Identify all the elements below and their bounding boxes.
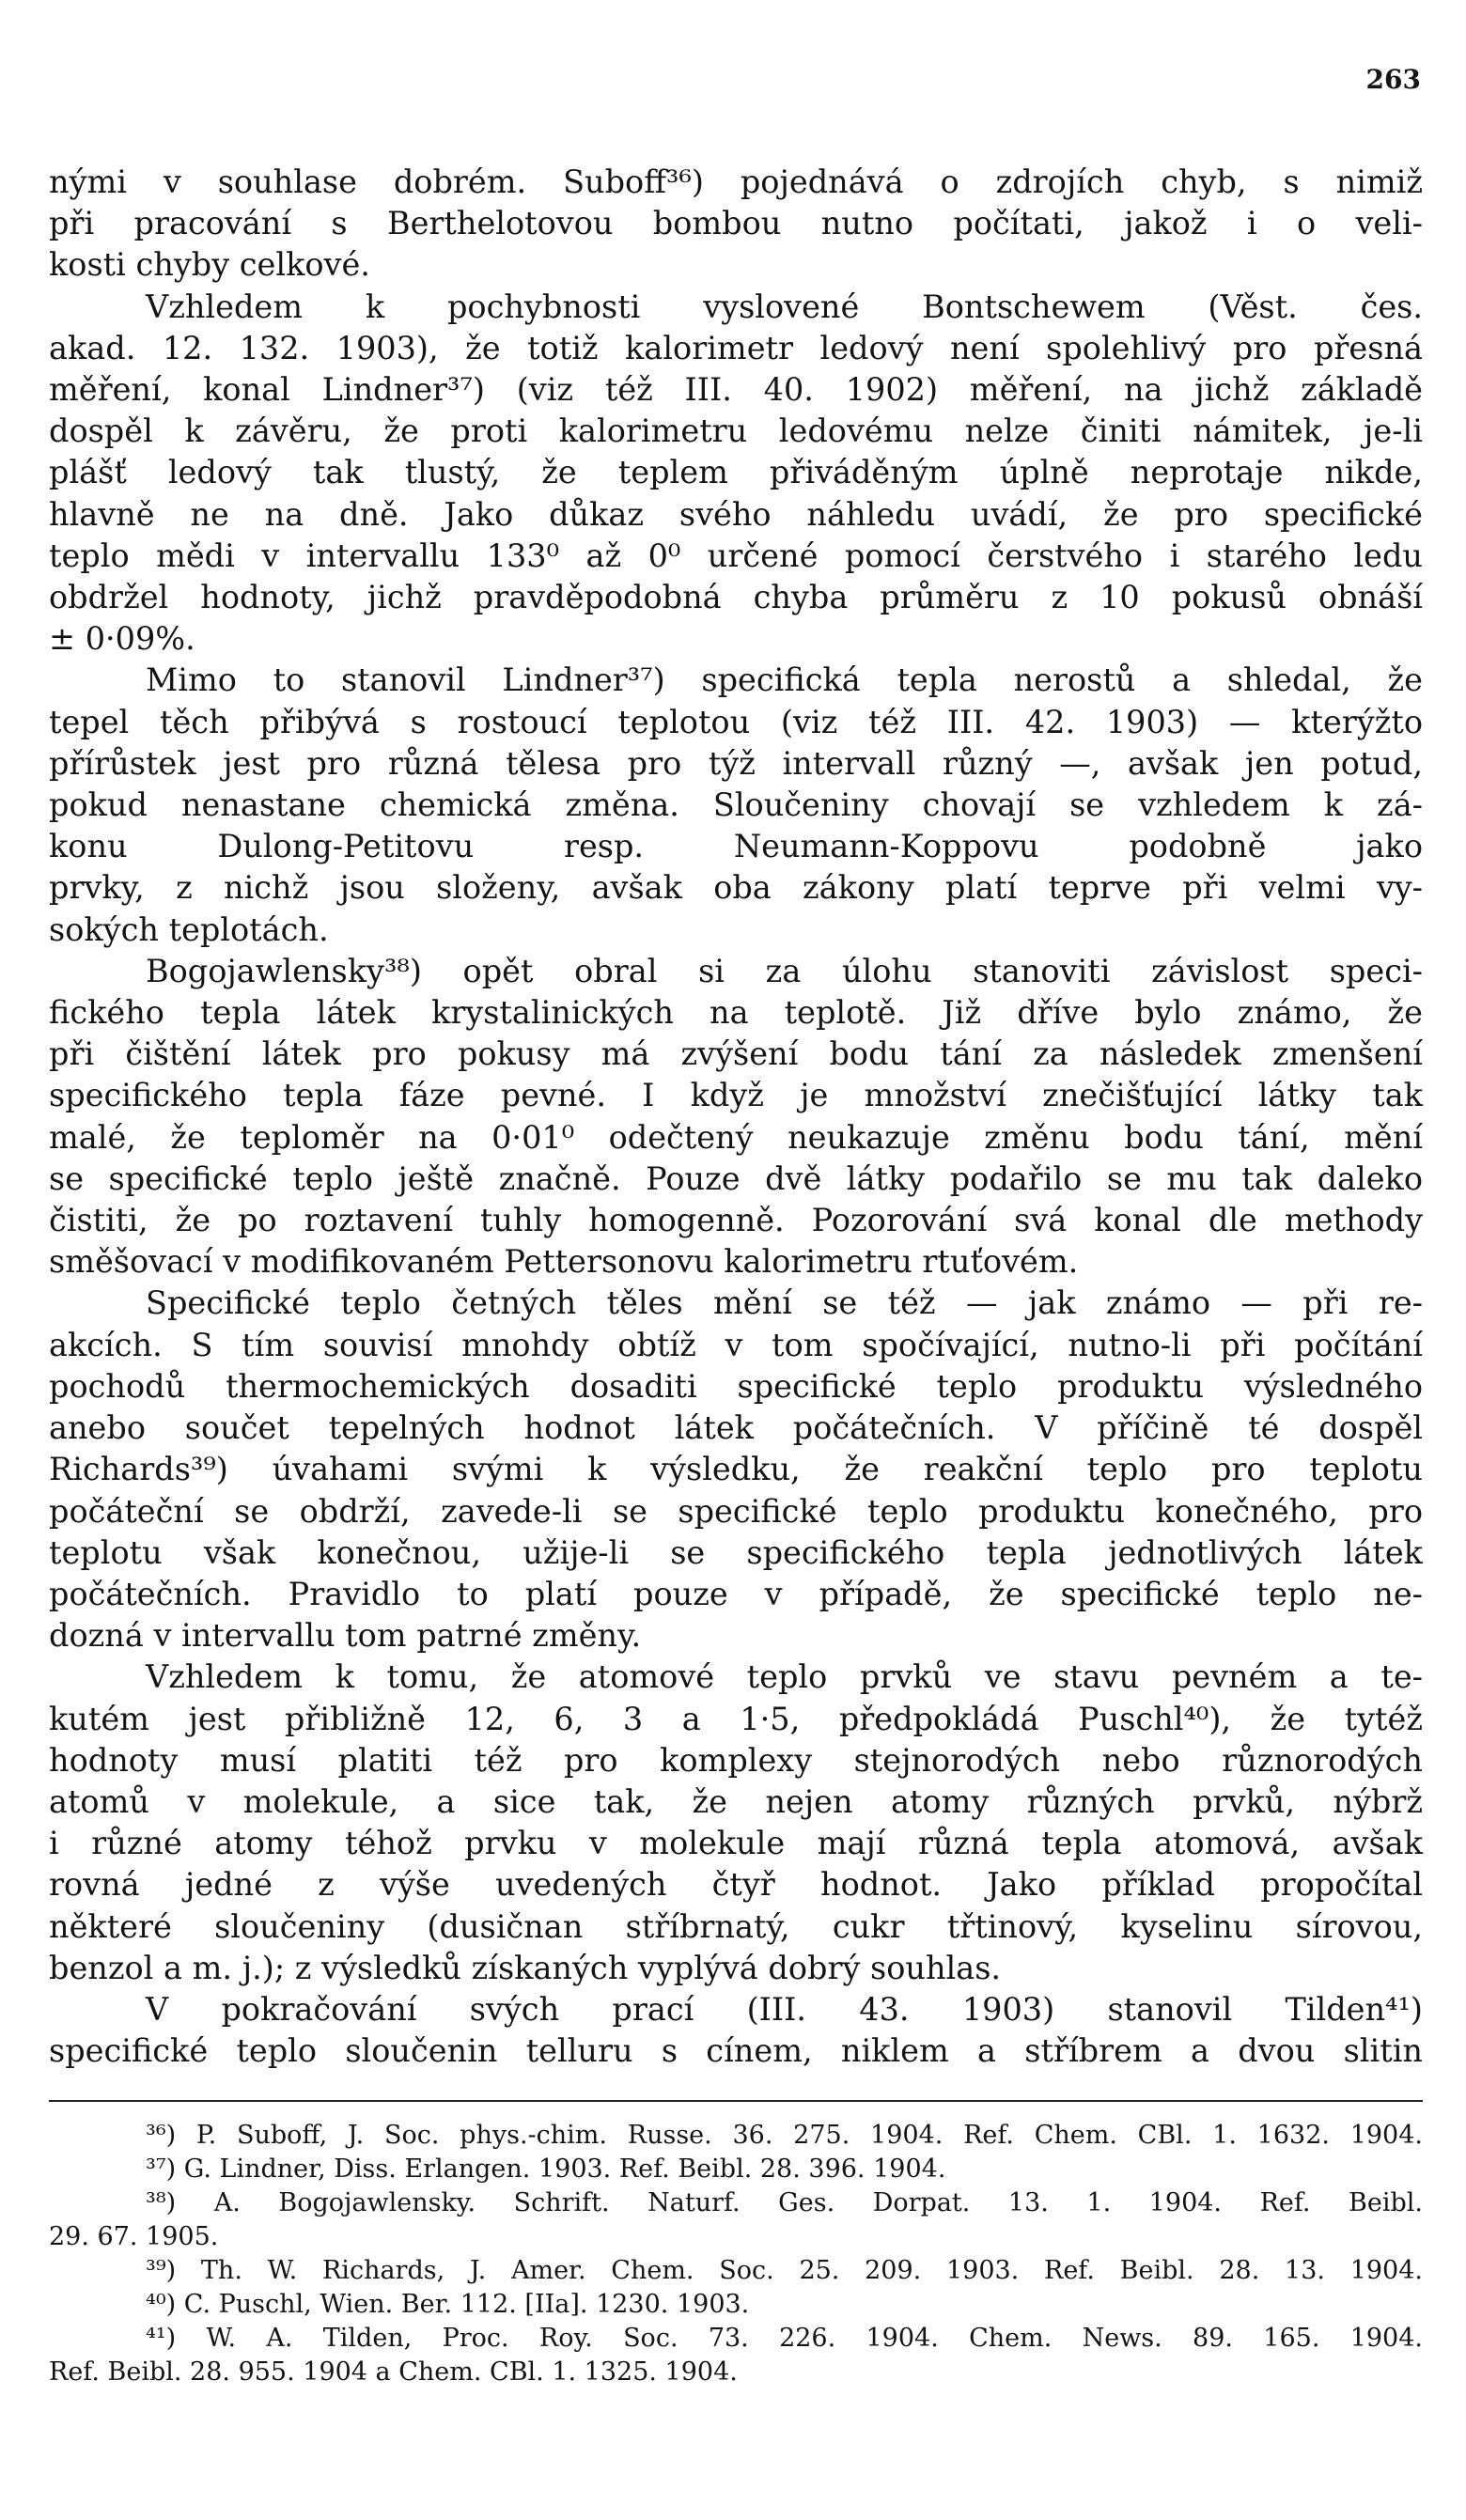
text-line: rovná jedné z výše uvedených čtyř hodnot. Jako příklad propočítal	[49, 1866, 1423, 1904]
text-line: čistiti, že po roztavení tuhly homogenně. Pozorování svá konal dle methody	[49, 1202, 1423, 1239]
text-line: Vzhledem k tomu, že atomové teplo prvků ve stavu pevném a te-	[146, 1658, 1423, 1696]
text-line: sokých teplotách.	[49, 910, 329, 948]
footnote-divider	[49, 2100, 1423, 2102]
main-text	[49, 162, 1423, 2072]
text-line: i různé atomy téhož prvku v molekule mají různá tepla atomová, avšak	[49, 1825, 1423, 1862]
text-line: při pracování s Berthelotovou bombou nutno počítati, jakož i o veli-	[49, 205, 1423, 242]
text-line: směšovací v modifikovaném Pettersonovu kalorimetru rtuťovém.	[49, 1243, 1079, 1281]
text-line: tepel těch přibývá s rostoucí teplotou (viz též III. 42. 1903) — kterýžto	[49, 703, 1423, 740]
text-line: benzol a m. j.); z výsledků získaných vyplývá dobrý souhlas.	[49, 1949, 1002, 1986]
text-line: pochodů thermochemických dosaditi specifické teplo produktu výsledného	[49, 1367, 1423, 1405]
footnote-line: ³⁹) Th. W. Richards, J. Amer. Chem. Soc. 25. 209. 1903. Ref. Beibl. 28. 13. 1904.	[146, 2256, 1423, 2285]
footnotes	[49, 2119, 1423, 2389]
text-line: akcích. S tím souvisí mnohdy obtíž v tom spočívající, nutno-li při počítání	[49, 1326, 1423, 1363]
text-line: počáteční se obdrží, zavede-li se specifické teplo produktu konečného, pro	[49, 1492, 1423, 1530]
footnote-line: ³⁷) G. Lindner, Diss. Erlangen. 1903. Ref. Beibl. 28. 396. 1904.	[146, 2154, 946, 2184]
text-line: teplo mědi v intervallu 133⁰ až 0⁰ určené pomocí čerstvého i starého ledu	[49, 537, 1423, 574]
text-line: malé, že teploměr na 0·01⁰ odečtený neukazuje změnu bodu tání, mění	[49, 1118, 1423, 1156]
text-line: při čištění látek pro pokusy má zvýšení bodu tání za následek zmenšení	[49, 1035, 1423, 1073]
text-line: ± 0·09%.	[49, 620, 195, 658]
footnote-line: ⁴⁰) C. Puschl, Wien. Ber. 112. [IIa]. 1230. 1903.	[146, 2290, 750, 2319]
text-line: se specifické teplo ještě značně. Pouze dvě látky podařilo se mu tak daleko	[49, 1159, 1423, 1197]
text-line: akad. 12. 132. 1903), že totiž kalorimetr ledový není spolehlivý pro přesná	[49, 329, 1423, 366]
text-line: hlavně ne na dně. Jako důkaz svého náhledu uvádí, že pro specifické	[49, 495, 1423, 533]
text-line: měření, konal Lindner³⁷) (viz též III. 40. 1902) měření, na jichž základě	[49, 371, 1423, 409]
text-line: některé sloučeniny (dusičnan stříbrnatý, cukr třtinový, kyselinu sírovou,	[49, 1907, 1423, 1945]
text-line: hodnoty musí platiti též pro komplexy stejnorodých nebo různorodých	[49, 1741, 1423, 1779]
text-line: Bogojawlensky³⁸) opět obral si za úlohu stanoviti závislost speci-	[146, 952, 1423, 989]
text-line: anebo součet tepelných hodnot látek počátečních. V příčině té dospěl	[49, 1409, 1423, 1447]
footnote-line: 29. 67. 1905.	[49, 2222, 219, 2251]
text-line: dospěl k závěru, že proti kalorimetru ledovému nelze činiti námitek, je-li	[49, 412, 1423, 450]
text-line: přírůstek jest pro různá tělesa pro týž intervall různý —, avšak jen potud,	[49, 744, 1423, 782]
text-line: konu Dulong-Petitovu resp. Neumann-Koppovu podobně jako	[49, 828, 1423, 865]
text-line: V pokračování svých prací (III. 43. 1903) stanovil Tilden⁴¹)	[146, 1990, 1423, 2028]
text-line: Vzhledem k pochybnosti vyslovené Bontschewem (Věst. čes.	[146, 288, 1423, 325]
text-line: teplotu však konečnou, užije-li se specifického tepla jednotlivých látek	[49, 1533, 1423, 1571]
footnote-line: ⁴¹) W. A. Tilden, Proc. Roy. Soc. 73. 226. 1904. Chem. News. 89. 165. 1904.	[146, 2324, 1423, 2353]
text-line: pokud nenastane chemická změna. Sloučeniny chovají se vzhledem k zá-	[49, 786, 1423, 824]
page-number: 263	[1365, 64, 1421, 95]
footnote-line: ³⁸) A. Bogojawlensky. Schrift. Naturf. Ges. Dorpat. 13. 1. 1904. Ref. Beibl.	[146, 2188, 1423, 2217]
text-line: specifického tepla fáze pevné. I když je množství znečišťující látky tak	[49, 1077, 1423, 1114]
text-line: plášť ledový tak tlustý, že teplem přiváděným úplně neprotaje nikde,	[49, 454, 1423, 491]
footnote-line: Ref. Beibl. 28. 955. 1904 a Chem. CBl. 1. 1325. 1904.	[49, 2357, 738, 2387]
text-line: nými v souhlase dobrém. Suboff³⁶) pojednává o zdrojích chyb, s nimiž	[49, 163, 1423, 200]
text-line: Specifické teplo četných těles mění se též — jak známo — při re-	[146, 1284, 1423, 1322]
text-line: dozná v intervallu tom patrné změny.	[49, 1617, 642, 1655]
footnote-line: ³⁶) P. Suboff, J. Soc. phys.-chim. Russe. 36. 275. 1904. Ref. Chem. CBl. 1. 1632. 1904.	[146, 2121, 1423, 2150]
text-line: Richards³⁹) úvahami svými k výsledku, že reakční teplo pro teplotu	[49, 1451, 1423, 1488]
text-line: specifické teplo sloučenin telluru s cínem, niklem a stříbrem a dvou slitin	[49, 2032, 1423, 2070]
text-line: počátečních. Pravidlo to platí pouze v případě, že specifické teplo ne-	[49, 1575, 1423, 1612]
text-line: prvky, z nichž jsou složeny, avšak oba zákony platí teprve při velmi vy-	[49, 869, 1423, 907]
text-line: kosti chyby celkové.	[49, 246, 370, 284]
text-line: kutém jest přibližně 12, 6, 3 a 1·5, předpokládá Puschl⁴⁰), že tytéž	[49, 1700, 1423, 1737]
text-line: atomů v molekule, a sice tak, že nejen atomy různých prvků, nýbrž	[49, 1782, 1423, 1820]
text-line: Mimo to stanovil Lindner³⁷) specifická tepla nerostů a shledal, že	[146, 661, 1423, 699]
text-line: fického tepla látek krystalinických na teplotě. Již dříve bylo známo, že	[49, 994, 1423, 1032]
text-line: obdržel hodnoty, jichž pravděpodobná chyba průměru z 10 pokusů obnáší	[49, 579, 1423, 616]
